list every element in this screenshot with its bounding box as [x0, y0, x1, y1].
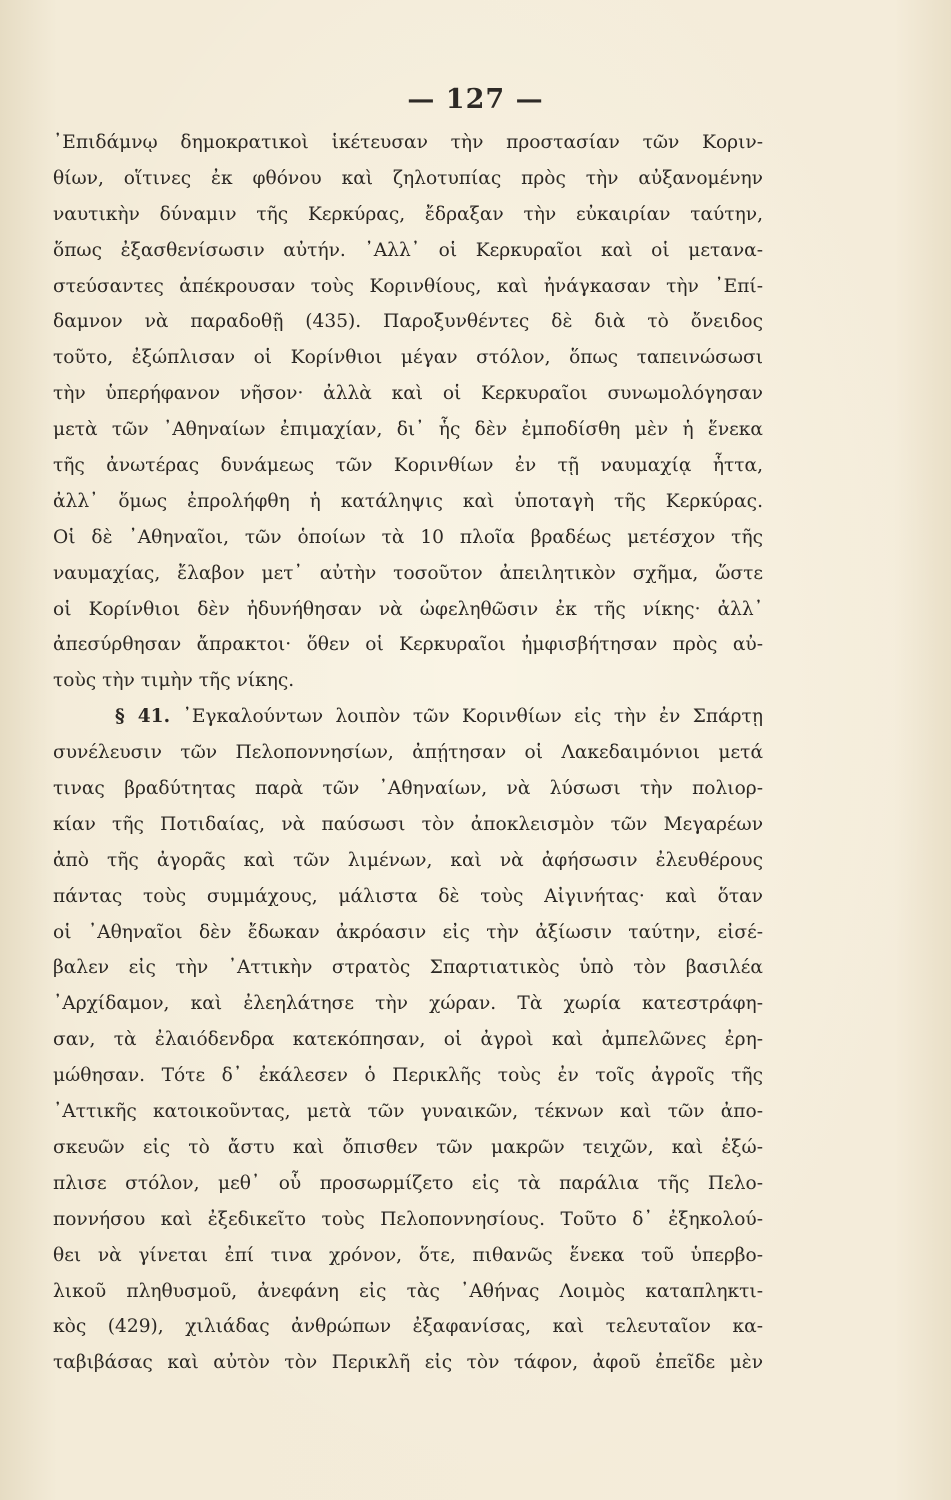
text-line: θει νὰ γίνεται ἐπί τινα χρόνον, ὅτε, πιθανῶς ἕνεκα τοῦ ὑπερβο- [53, 1244, 763, 1266]
section-first-line: ᾿Εγκαλούντων λοιπὸν τῶν Κορινθίων εἰς τὴν ἐν Σπάρτῃ [182, 706, 763, 728]
text-line: μώθησαν. Τότε δ᾿ ἐκάλεσεν ὁ Περικλῆς τοὺς ἐν τοῖς ἀγροῖς τῆς [53, 1065, 763, 1087]
text-line: βαλεν εἰς τὴν ᾿Αττικὴν στρατὸς Σπαρτιατικὸς ὑπὸ τὸν βασιλέα [53, 957, 763, 979]
text-line: σκευῶν εἰς τὸ ἄστυ καὶ ὄπισθεν τῶν μακρῶν τειχῶν, καὶ ἐξώ- [53, 1136, 763, 1158]
text-line: οἱ ᾿Αθηναῖοι δὲν ἔδωκαν ἀκρόασιν εἰς τὴν ἀξίωσιν ταύτην, εἰσέ- [53, 921, 763, 943]
text-line: ναυτικὴν δύναμιν τῆς Κερκύρας, ἔδραξαν τὴν εὐκαιρίαν ταύτην, [53, 203, 763, 225]
page-number: — 127 — [407, 84, 544, 115]
text-line: μετὰ τῶν ᾿Αθηναίων ἐπιμαχίαν, δι᾿ ἧς δὲν ἐμποδίσθη μὲν ἡ ἕνεκα [53, 419, 763, 441]
text-line: πάντας τοὺς συμμάχους, μάλιστα δὲ τοὺς Αἰγινήτας· καὶ ὅταν [53, 885, 763, 907]
text-line: ᾿Αρχίδαμον, καὶ ἐλεηλάτησε τὴν χώραν. Τὰ χωρία κατεστράφη- [53, 993, 763, 1015]
text-line: συνέλευσιν τῶν Πελοποννησίων, ἀπῄτησαν οἱ Λακεδαιμόνιοι μετά [53, 742, 763, 764]
text-line: ποννήσου καὶ ἐξεδικεῖτο τοὺς Πελοποννησίους. Τοῦτο δ᾿ ἐξηκολού- [53, 1208, 763, 1230]
text-line: σαν, τὰ ἐλαιόδενδρα κατεκόπησαν, οἱ ἀγροὶ καὶ ἀμπελῶνες ἐρη- [53, 1029, 763, 1051]
text-line: ταβιβάσας καὶ αὐτὸν τὸν Περικλῆ εἰς τὸν τάφον, ἀφοῦ ἐπεῖδε μὲν [53, 1352, 763, 1374]
text-line: ναυμαχίας, ἔλαβον μετ᾿ αὐτὴν τοσοῦτον ἀπειλητικὸν σχῆμα, ὥστε [53, 562, 763, 584]
text-line: ἀπεσύρθησαν ἄπρακτοι· ὅθεν οἱ Κερκυραῖοι ἠμφισβήτησαν πρὸς αὐ- [53, 634, 763, 656]
text-line: στεύσαντες ἀπέκρουσαν τοὺς Κορινθίους, καὶ ἠνάγκασαν τὴν ᾿Επί- [53, 275, 763, 297]
section-heading-line [53, 699, 763, 735]
text-line: κίαν τῆς Ποτιδαίας, νὰ παύσωσι τὸν ἀποκλεισμὸν τῶν Μεγαρέων [53, 813, 763, 835]
text-line: Οἱ δὲ ᾿Αθηναῖοι, τῶν ὁποίων τὰ 10 πλοῖα βραδέως μετέσχον τῆς [53, 526, 763, 548]
text-line: κὸς (429), χιλιάδας ἀνθρώπων ἐξαφανίσας, καὶ τελευταῖον κα- [53, 1316, 763, 1338]
body-text [53, 125, 763, 1381]
text-line: οἱ Κορίνθιοι δὲν ἠδυνήθησαν νὰ ὠφεληθῶσιν ἐκ τῆς νίκης· ἀλλ᾿ [53, 598, 763, 620]
text-line: ἀλλ᾿ ὅμως ἐπρολήφθη ἡ κατάληψις καὶ ὑποταγὴ τῆς Κερκύρας. [53, 490, 763, 512]
text-line: τινας βραδύτητας παρὰ τῶν ᾿Αθηναίων, νὰ λύσωσι τὴν πολιορ- [53, 778, 763, 800]
text-line: πλισε στόλον, μεθ᾿ οὗ προσωρμίζετο εἰς τὰ παράλια τῆς Πελο- [53, 1172, 763, 1194]
text-line: ᾿Αττικῆς κατοικοῦντας, μετὰ τῶν γυναικῶν, τέκνων καὶ τῶν ἀπο- [53, 1101, 763, 1123]
text-line: τὴν ὑπερήφανον νῆσον· ἀλλὰ καὶ οἱ Κερκυραῖοι συνωμολόγησαν [53, 383, 763, 405]
text-line: τοὺς τὴν τιμὴν τῆς νίκης. [53, 670, 295, 692]
text-line: δαμνον νὰ παραδοθῇ (435). Παροξυνθέντες δὲ διὰ τὸ ὄνειδος [53, 311, 763, 333]
text-line: τῆς ἀνωτέρας δυνάμεως τῶν Κορινθίων ἐν τῇ ναυμαχίᾳ ἧττα, [53, 455, 763, 477]
text-line: ἀπὸ τῆς ἀγορᾶς καὶ τῶν λιμένων, καὶ νὰ ἀφήσωσιν ἐλευθέρους [53, 849, 763, 871]
text-line: ᾿Επιδάμνῳ δημοκρατικοὶ ἱκέτευσαν τὴν προστασίαν τῶν Κοριν- [53, 132, 763, 153]
text-line: τοῦτο, ἐξώπλισαν οἱ Κορίνθιοι μέγαν στόλον, ὅπως ταπεινώσωσι [53, 347, 763, 369]
text-line: θίων, οἵτινες ἐκ φθόνου καὶ ζηλοτυπίας πρὸς τὴν αὐξανομένην [53, 167, 763, 189]
text-line: λικοῦ πληθυσμοῦ, ἀνεφάνη εἰς τὰς ᾿Αθήνας Λοιμὸς καταπληκτι- [53, 1280, 763, 1302]
text-line: ὅπως ἐξασθενίσωσιν αὐτήν. ᾿Αλλ᾿ οἱ Κερκυραῖοι καὶ οἱ μετανα- [53, 239, 763, 261]
section-number: § 41. [115, 706, 171, 728]
